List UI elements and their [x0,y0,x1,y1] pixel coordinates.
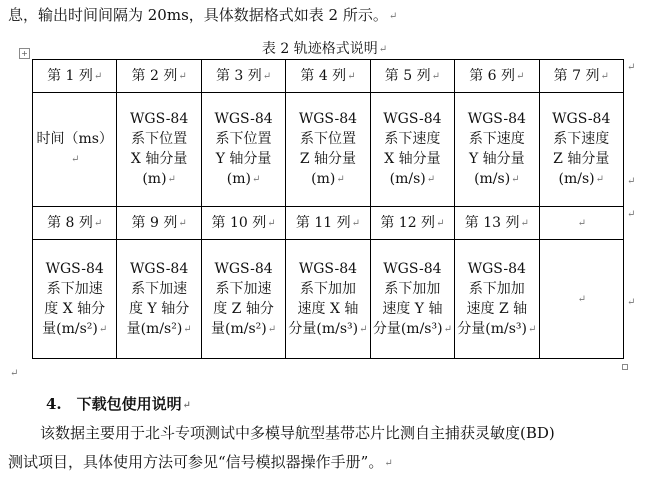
paragraph-mark: ↵ [262,70,272,82]
cell-text-line: 系下速度 [553,131,610,147]
cell-text-line: 系下位置 [131,131,188,147]
paragraph-mark: ↵ [577,293,586,305]
table-cell [117,93,201,207]
column-header-label: 第 1 列 [47,67,93,84]
column-header-label: 第 12 列 [380,214,436,231]
cell-text-line: WGS-84 [467,111,526,127]
table-cell [539,93,623,207]
cell-text-line: 量(m/s²)↵ [42,320,108,337]
cell-text-line: 分量(m/s³)↵ [372,320,452,337]
cell-text-line: (m/s)↵ [474,171,520,187]
cell-text-line: WGS-84 [552,111,611,127]
paragraph-mark: ↵ [359,323,368,335]
row-end-mark: ↵ [627,62,636,73]
column-header-cell [33,60,117,93]
table-caption-text: 表 2 轨迹格式说明 [261,41,378,57]
cell-text-line: 系下位置 [299,131,356,147]
intro-text: 息，输出时间间隔为 20ms，具体数据格式如表 2 所示。 [8,6,388,24]
cell-text-line: WGS-84 [130,111,189,127]
table-cell [117,240,201,359]
cell-text-line: 度 Z 轴分 [213,300,274,317]
cell-text-line: 系下位置 [215,131,272,147]
cell-text-line: (m/s)↵ [389,171,436,187]
column-header-cell [370,60,454,93]
cell-text-line: WGS-84 [214,260,273,277]
cell-text-line: WGS-84 [298,260,358,277]
cell-text-line: (m/s)↵ [558,171,605,187]
paragraph-mark: ↵ [511,174,520,185]
cell-text-line: WGS-84 [383,260,442,277]
table-cell [201,93,285,207]
paragraph-mark: ↵ [577,217,586,229]
paragraph-mark: ↵ [426,174,436,185]
paragraph-mark: ↵ [378,44,388,55]
table-cell [455,93,539,207]
table-cell [370,93,454,207]
column-header-label: 第 9 列 [131,214,178,231]
column-header-label: 第 5 列 [384,67,431,84]
column-header-cell [539,60,623,93]
column-header-label: 第 3 列 [215,67,262,84]
paragraph-mark: ↵ [431,70,440,82]
table-content-row [33,93,624,207]
section-heading-text: 4. 下载包使用说明 [46,395,182,413]
table-cell [370,240,454,359]
cell-text-line: 分量(m/s³)↵ [457,320,537,337]
column-header-cell [539,207,623,240]
paragraph-mark: ↵ [251,174,261,185]
column-header-cell [286,60,370,93]
cell-text-line: 速度 Z 轴 [466,300,528,317]
row-end-mark: ↵ [627,176,636,187]
column-header-cell [370,207,454,240]
cell-text-line: 系下加加 [384,280,441,297]
column-header-label: 第 2 列 [131,67,178,84]
cell-text-line: 系下速度 [384,131,441,147]
column-header-cell [455,207,539,240]
table-cell [539,240,623,359]
cell-text-line: Y 轴分量 [215,151,272,167]
paragraph-mark: ↵ [182,400,192,411]
cell-text-line: WGS-84 [130,260,189,277]
cell-text-line: Z 轴分量 [299,151,357,167]
column-header-label: 第 13 列 [464,214,520,231]
paragraph-mark: ↵ [520,217,529,229]
column-header-cell [33,207,117,240]
cell-text-line: X 轴分量 [384,151,441,167]
column-header-cell [117,207,201,240]
cell-text-line: 分量(m/s³)↵ [288,320,368,337]
column-header-label: 第 8 列 [47,214,93,231]
column-header-label: 第 10 列 [211,214,267,231]
paragraph-mark: ↵ [183,323,192,335]
paragraph-mark: ↵ [600,70,609,82]
cell-text-line: Y 轴分量 [468,151,525,167]
table-move-handle-icon[interactable]: + [19,48,30,59]
table-cell [286,240,370,359]
row-end-mark: ↵ [627,209,636,220]
cell-text-line: 系下加速 [46,280,103,297]
paragraph-mark: ↵ [178,70,187,82]
paragraph-mark: ↵ [436,217,445,229]
column-header-cell [455,60,539,93]
cell-text-line: WGS-84 [45,260,104,277]
cell-text-line: 度 X 轴分 [44,300,106,317]
cell-text-line: WGS-84 [298,111,358,127]
table-cell [286,93,370,207]
paragraph-mark: ↵ [71,154,80,165]
paragraph-mark: ↵ [443,323,452,335]
paragraph-mark: ↵ [336,174,345,185]
paragraph-mark: ↵ [527,323,537,335]
paragraph-mark: ↵ [351,217,361,229]
table-content-row [33,240,624,359]
body-text-1: 该数据主要用于北斗专项测试中多模导航型基带芯片比测自主捕获灵敏度(BD) [40,424,555,442]
cell-text-line: 系下加速 [215,280,272,297]
table-cell [33,240,117,359]
cell-text-line: X 轴分量 [130,151,188,167]
table-cell [201,240,285,359]
column-header-label: 第 6 列 [469,67,516,84]
cell-text-line: WGS-84 [467,260,526,277]
table-header-row [33,207,624,240]
column-header-cell [117,60,201,93]
cell-text-line: (m)↵ [142,171,176,187]
cell-text-line: WGS-84 [214,111,273,127]
cell-text-line: WGS-84 [383,111,442,127]
paragraph-mark: ↵ [347,70,356,82]
paragraph-mark: ↵ [595,174,605,185]
cell-text-line: 量(m/s²)↵ [126,320,192,337]
paragraph-mark: ↵ [98,323,108,335]
body-line-2 [8,451,393,472]
paragraph-mark: ↵ [388,11,398,22]
table-caption [0,38,649,58]
column-header-cell [201,207,285,240]
table-resize-handle[interactable] [622,364,628,370]
table-cell [455,240,539,359]
cell-text-line: 量(m/s²)↵ [211,320,277,337]
cell-text-line: 度 Y 轴分 [129,300,190,317]
cell-text-line: (m)↵ [226,171,261,187]
cell-text-line: Z 轴分量 [553,151,610,167]
paragraph-mark: ↵ [167,174,176,185]
paragraph-mark: ↵ [93,217,103,229]
paragraph-mark: ↵ [93,70,103,82]
paragraph-mark: ↵ [267,323,277,335]
body-line-1 [40,422,555,443]
column-header-label: 第 11 列 [295,214,351,231]
cell-text-line: 速度 X 轴 [297,300,359,317]
paragraph-mark: ↵ [516,70,525,82]
empty-paragraph-mark: ↵ [10,368,19,379]
cell-text-line: 速度 Y 轴 [382,300,443,317]
paragraph-mark: ↵ [384,458,393,469]
table-cell [33,93,117,207]
paragraph-mark: ↵ [178,217,187,229]
column-header-cell [201,60,285,93]
column-header-label: 第 7 列 [553,67,600,84]
body-text-2: 测试项目，具体使用方法可参见“信号模拟器操作手册”。 [8,453,384,471]
column-header-label: 第 4 列 [300,67,347,84]
table-header-row [33,60,624,93]
cell-text-line: 时间（ms）↵ [36,131,113,165]
paragraph-mark: ↵ [267,217,276,229]
intro-line [8,4,397,25]
cell-text-line: 系下加加 [468,280,525,297]
row-end-mark: ↵ [627,297,636,308]
trajectory-format-table [32,59,624,359]
cell-text-line: (m)↵ [311,171,345,187]
cell-text-line: 系下速度 [468,131,525,147]
cell-text-line: 系下加加 [299,280,356,297]
cell-text-line: 系下加速 [131,280,188,297]
column-header-cell [286,207,370,240]
section-heading [46,393,191,414]
